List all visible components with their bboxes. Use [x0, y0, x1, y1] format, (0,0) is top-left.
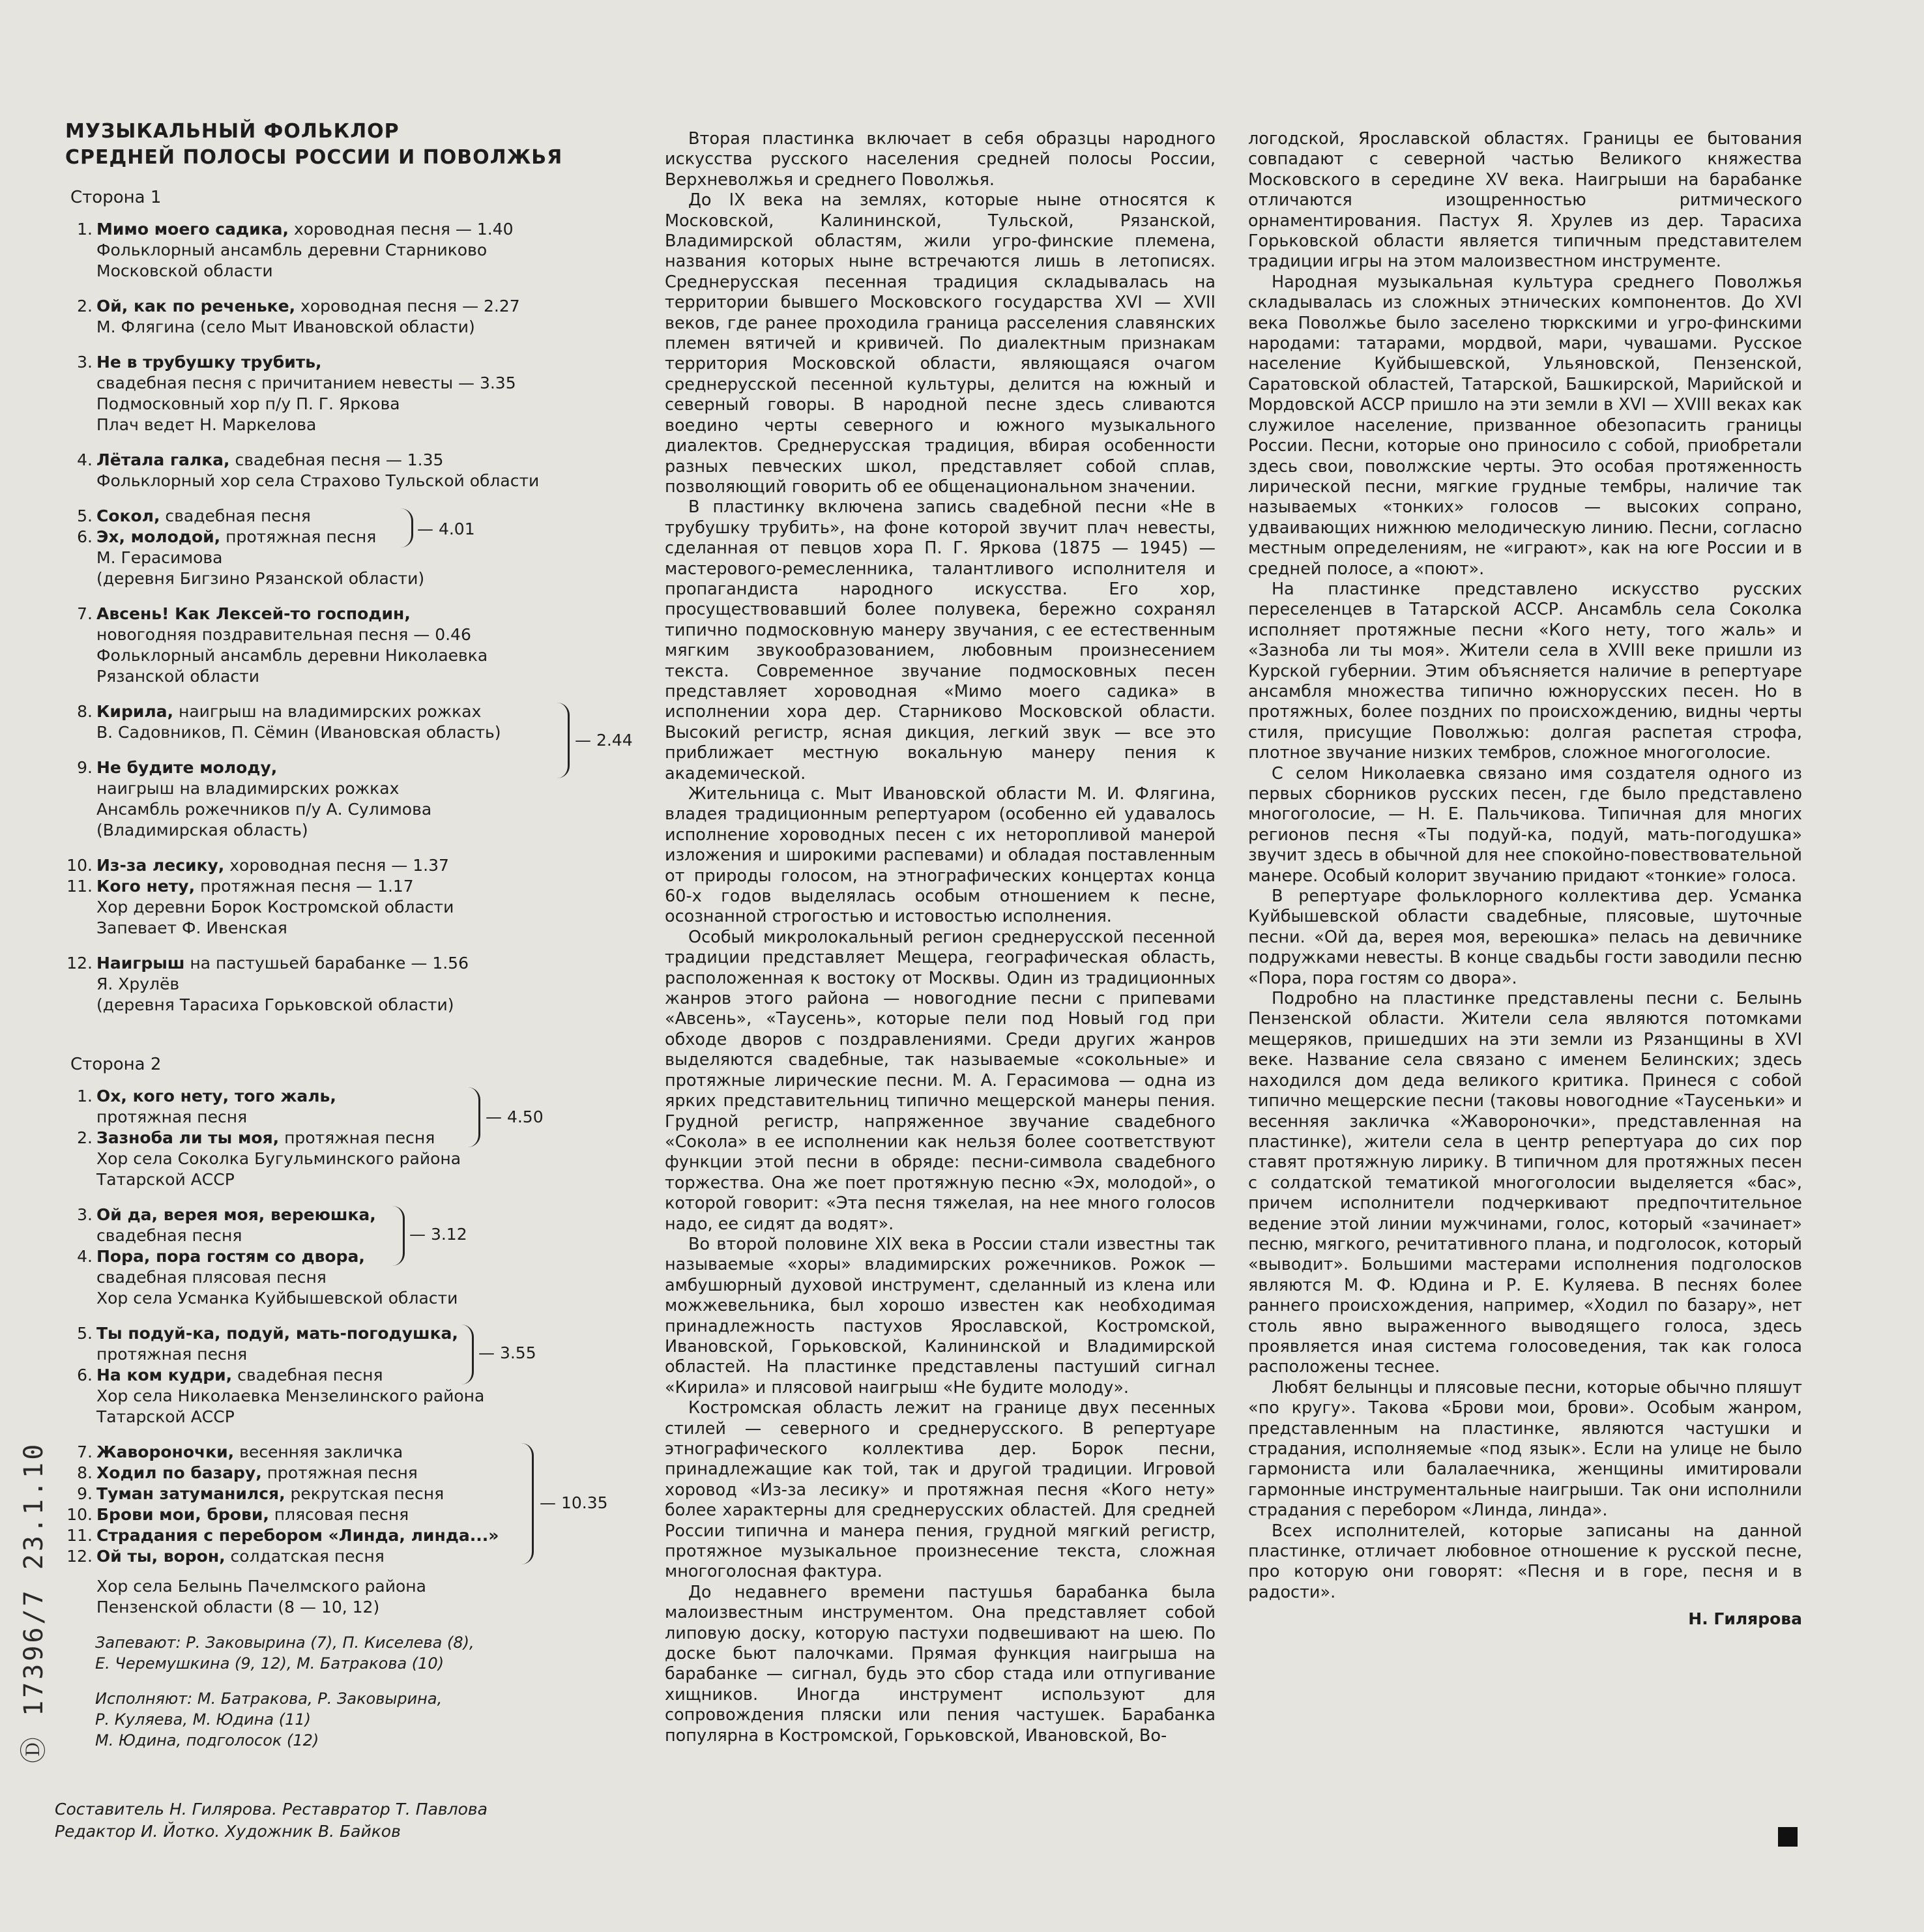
essay-paragraph: На пластинке представлено искусство русских переселенцев в Татарской АССР. Ансамбль села Соколка исполняет протяжные песни «Кого нету, того жаль» и «Зазноба ли ты моя». Жители села в XVIII веке пришли из Курской губернии. Этим объясняется наличие в репертуаре ансамбля множества типично южнорусских песен. Но в протяжных, более поздних по происхождению, видны черты стиля, присущие Поволжью: долгая распетая строфа, плотное звучание низких тембров, сложное многоголосие.	[1248, 579, 1802, 763]
track-duration: — 10.35	[540, 1493, 608, 1512]
track-title: Эх, молодой,	[96, 527, 221, 546]
track-12: 12. Наигрыш на пастушьей барабанке — 1.56 Я. Хрулёв (деревня Тарасиха Горьковской области)	[66, 954, 469, 1014]
credits-footer: Составитель Н. Гилярова. Реставратор Т. Павлова Редактор И. Йотко. Художник В. Байков	[55, 1800, 488, 1841]
track-title: Ох, кого нету, того жаль,	[96, 1087, 336, 1105]
side2-group-7-12: 7. Жавороночки, весенняя закличка 8. Ходил по базару, протяжная песня 9. Туман затуманился, рекрутская песня 10. Брови мои, брови, плясовая песня 11. Страдания с перебором «Линда, линда...» 12. Ой ты, ворон, солдатская песня Хор села Белынь Пачелмского района Пензенской области (8 — 10, 12) — 10.35	[65, 1442, 626, 1618]
side2-group-1-2: 1. Ох, кого нету, того жаль, протяжная песня 2. Зазноба ли ты моя, протяжная песня Хор села Соколка Бугульминского района Татарской АССР — 4.50	[77, 1087, 544, 1189]
track-item: 8. Ходил по базару, протяжная песня	[77, 1463, 418, 1482]
track-group-5-6: 5. Сокол, свадебная песня 6. Эх, молодой, протяжная песня М. Герасимова (деревня Бигзино Рязанской области) — 4.01	[77, 506, 475, 588]
album-title	[65, 119, 626, 171]
end-mark-square	[1778, 1827, 1798, 1847]
album-title-line1: МУЗЫКАЛЬНЫЙ ФОЛЬКЛОР	[65, 120, 400, 143]
brace	[461, 1325, 474, 1384]
track-7: 7. Авсень! Как Лексей-то господин, новогодняя поздравительная песня — 0.46 Фольклорный ансамбль деревни Николаевка Рязанской области	[77, 604, 488, 686]
brace	[392, 1206, 405, 1266]
track-title: Наигрыш	[96, 954, 185, 973]
side1-tracks	[65, 219, 626, 491]
track-item: 12. Ой ты, ворон, солдатская песня	[66, 1547, 385, 1566]
brace	[521, 1443, 534, 1564]
handwritten-catalog-note: Ⓓ 17396/7 23.1.10	[19, 1441, 49, 1763]
track-group-10-11: 10. Из-за лесику, хороводная песня — 1.37 11. Кого нету, протяжная песня — 1.17 Хор деревни Борок Костромской области Запевает Ф. Ивенская	[66, 856, 454, 937]
track-title: Ходил по базару,	[96, 1463, 262, 1482]
track-title: Жавороночки,	[96, 1442, 235, 1461]
essay-paragraph: Жительница с. Мыт Ивановской области М. И. Флягина, владея традиционным репертуаром (особенно ей удавалось исполнение хороводных песен с их неторопливой манерой изложения и широкими распевами) и обладая поставленным от природы голосом, на этнографических концертах конца 60-х годов выделялась особым отношением к песне, осознанной строгостью и истовостью исполнения.	[665, 784, 1216, 927]
essay-paragraph: Народная музыкальная культура среднего Поволжья складывалась из сложных этнических компонентов. До XVI века Поволжье было заселено тюркскими и угро-финскими народами: татарами, мордвой, мари, чувашами. Русское население Куйбышевской, Ульяновской, Пензенской, Саратовской областей, Татарской, Башкирской, Марийской и Мордовской АССР пришло на эти земли в XVI — XVIII веках как служилое население, призванное обезопасить границы России. Песни, которые оно приносило с собой, приобретали здесь свои, поволжские черты. Это особая протяженность лирической песни, мягкие грудные тембры, наличие так называемых «тонких» голосов — высоких сопрано, удваивающих нижнюю мелодическую линию. Песни, согласно местным определениям, не «играют», как на юге России и в средней полосе, а «поют».	[1248, 272, 1802, 579]
lead-singers: Запевают: Р. Заковырина (7), П. Киселева (8), Е. Черемушкина (9, 12), М. Батракова (10)	[95, 1633, 474, 1673]
track-title: Туман затуманился,	[96, 1484, 285, 1503]
essay-column-right	[1248, 129, 1802, 1628]
essay-paragraph: Особый микролокальный регион среднерусской песенной традиции представляет Мещера, географическая область, расположенная к востоку от Москвы. Один из традиционных жанров этого района — новогодние песни с припевами «Авсень», «Таусень», которые пели под Новый год при обходе дворов с поздравлениями. Среди других жанров выделяются свадебные, так называемые «сокольные» и протяжные лирические песни. М. А. Герасимова — одна из ярких представительниц типично мещерской манеры пения. Грудной регистр, напряженное звучание свадебного «Сокола» в ее исполнении как нельзя более соответствуют функции этой песни в обряде: песни-символа свадебного торжества. Она же поет протяжную песню «Эх, молодой», о которой говорит: «Эта песня тяжелая, на нее много голосов надо, ее сидят да водят».	[665, 927, 1216, 1234]
track-1: 1. Мимо моего садика, хороводная песня — 1.40 Фольклорный ансамбль деревни Старниково Московской области	[77, 220, 514, 280]
essay-paragraph: В пластинку включена запись свадебной песни «Не в трубушку трубить», на фоне которой звучит плач невесты, сделанная от певцов хора П. Г. Яркова (1875 — 1945) — мастерового-ремесленника, талантливого исполнителя и пропагандиста народного искусства. Его хор, просуществовавший более полувека, бережно сохранял типично подмосковную манеру звучания, с ее естественным мягким звукообразованием, любовным произнесением текста. Современное звучание подмосковных песен представляет хороводная «Мимо моего садика» в исполнении хора дер. Старниково Московской области. Высокий регистр, ясная дикция, легкий звук — все это приближает местную вокальную манеру пения к академической.	[665, 497, 1216, 783]
essay-paragraph: В репертуаре фольклорного коллектива дер. Усманка Куйбышевской области свадебные, плясовые, шуточные песни. «Ой да, верея моя, вереюшка» пелась на девичнике подружками невесты. В конце свадьбы гости заводили песню «Пора, пора гостям со двора».	[1248, 886, 1802, 988]
side2-label: Сторона 2	[70, 1055, 162, 1074]
track-title: Ой, как по реченьке,	[96, 297, 296, 315]
essay-paragraph: До недавнего времени пастушья барабанка была малоизвестным инструментом. Она представляет собой липовую доску, которую пастухи подвешивают на шею. По доске бьют палочками. Прямая функция наигрыша на барабанке — сигнал, будь это сбор стада или отпугивание хищников. Иногда инструмент используют для сопровождения пляски или пения частушек. Барабанка популярна в Костромской, Горьковской, Ивановской, Во-	[665, 1582, 1216, 1746]
track-duration: — 3.12	[409, 1225, 467, 1244]
track-title: Ой ты, ворон,	[96, 1547, 226, 1566]
track-title: Авсень! Как Лексей-то господин,	[96, 604, 411, 623]
track-item: 10. Брови мои, брови, плясовая песня	[66, 1505, 409, 1524]
track-title: Ты подуй-ка, подуй, мать-погодушка,	[96, 1324, 458, 1343]
brace	[468, 1087, 480, 1147]
author-signature: Н. Гилярова	[1688, 1609, 1802, 1629]
track-item: 9. Туман затуманился, рекрутская песня	[77, 1484, 445, 1503]
brace	[557, 703, 570, 778]
track-duration: — 4.50	[486, 1107, 544, 1126]
essay-paragraph: Костромская область лежит на границе двух песенных стилей — северного и среднерусского. В репертуаре этнографического коллектива дер. Борок песни, принадлежащие как той, так и другой традиции. Игровой хоровод «Из-за лесику» и протяжная песня «Кого нету» более характерны для среднерусских областей. Для средней России типична и манера пения, грудной мягкий регистр, протяжное музыкальное произнесение текста, сложная многоголосная фактура.	[665, 1398, 1216, 1582]
track-title: На ком кудри,	[96, 1366, 233, 1384]
track-item: 7. Жавороночки, весенняя закличка	[77, 1442, 403, 1461]
track-title: Кого нету,	[96, 877, 196, 896]
track-title: Зазноба ли ты моя,	[96, 1128, 280, 1147]
essay-paragraph: Вторая пластинка включает в себя образцы народного искусства русского населения средней полосы России, Верхневолжья и среднего Поволжья.	[665, 129, 1216, 190]
track-4: 4. Лётала галка, свадебная песня — 1.35 Фольклорный хор села Страхово Тульской области	[77, 450, 540, 490]
side2-group-5-6: 5. Ты подуй-ка, подуй, мать-погодушка, протяжная песня 6. На ком кудри, свадебная песня Хор села Николаевка Мензелинского района Татарской АССР — 3.55	[77, 1324, 536, 1426]
track-title: Лётала галка,	[96, 450, 230, 469]
track-title: Ой да, верея моя, вереюшка,	[96, 1205, 376, 1224]
track-title: Не в трубушку трубить,	[96, 353, 322, 372]
track-title: Брови мои, брови,	[96, 1505, 269, 1524]
essay-paragraph: Подробно на пластинке представлены песни с. Белынь Пензенской области. Жители села являются потомками мещеряков, пришедших на эти земли из Рязанщины в XVI веке. Название села связано с именем Белинских; здесь находился дом деда великого критика. Принеся с собой типично мещерские песни (таковы новогодние «Таусеньки» и весенняя закличка «Жавороночки», представленная на пластинке), жители села в центр репертуара до сих пор ставят протяжную лирику. В типичном для протяжных песен с солдатской тематикой многоголосии выделяется «бас», причем исполнители подчеркивают предпочтительное ведение этой линии мужчинами, голос, который «зачинает» песню, мягкого, речитативного плана, и подголосок, который «выводит». Большими мастерами исполнения подголосков являются М. Ф. Юдина и Р. Е. Куляева. В песнях более раннего происхождения, например, «Ходил по базару», нет столь явно выраженного выводящего голоса, здесь проявляется иная система голосоведения, так как голоса расположены теснее.	[1248, 989, 1802, 1377]
track-title: Из-за лесику,	[96, 856, 225, 875]
track-item: 11. Страдания с перебором «Линда, линда...»	[66, 1526, 499, 1545]
track-2: 2. Ой, как по реченьке, хороводная песня — 2.27 М. Флягина (село Мыт Ивановской области)	[77, 297, 520, 336]
essay-paragraph: Всех исполнителей, которые записаны на данной пластинке, отличает любовное отношение к русской песне, про которую они говорят: «Песня и в горе, песня и в радости».	[1248, 1521, 1802, 1602]
track-title: Пора, пора гостям со двора,	[96, 1247, 365, 1266]
track-3: 3. Не в трубушку трубить, свадебная песня с причитанием невесты — 3.35 Подмосковный хор п/у П. Г. Яркова Плач ведет Н. Маркелова	[77, 353, 516, 434]
essay-paragraph: Во второй половине XIX века в России стали известны так называемые «хоры» владимирских рожечников. Рожок — амбушюрный духовой инструмент, сделанный из клена или можжевельника, был хорошо известен как необходимая принадлежность пастухов Ярославской, Костромской, Ивановской, Горьковской, Калининской и Владимирской областей. На пластинке представлены пастуший сигнал «Кирила» и плясовой наигрыш «Не будите молоду».	[665, 1234, 1216, 1398]
performers: Исполняют: М. Батракова, Р. Заковырина, Р. Куляева, М. Юдина (11) М. Юдина, подголосок (12)	[95, 1690, 443, 1749]
side1-label: Сторона 1	[70, 188, 162, 207]
album-title-line2: СРЕДНЕЙ ПОЛОСЫ РОССИИ И ПОВОЛЖЬЯ	[65, 146, 563, 169]
essay-paragraph: До IX века на землях, которые ныне относятся к Московской, Калининской, Тульской, Рязанской, Владимирской областям, жили угро-финские племена, названия которых ныне встречаются лишь в летописях. Среднерусская песенная традиция складывалась на территории бывшего Московского государства XVI — XVII веков, где ранее проходила граница расселения славянских племен вятичей и кривичей. По диалектным признакам территория Московской области, являющаяся очагом среднерусской песенной культуры, делится на южный и северный говоры. В народной песне здесь сливаются воедино черты северного и южного музыкального диалектов. Среднерусская традиция, вбирая особенности разных певческих школ, представляет собой сплав, позволяющий говорить об ее общенациональном значении.	[665, 190, 1216, 497]
essay-paragraph: С селом Николаевка связано имя создателя одного из первых сборников русских песен, где было представлено многоголосие, — Н. Е. Пальчикова. Типичная для многих регионов песня «Ты подуй-ка, подуй, мать-погодушка» звучит здесь в обычной для нее спокойно-повествовательной манере. Особый колорит звучанию придают «тонкие» голоса.	[1248, 763, 1802, 886]
essay-column-middle	[665, 129, 1216, 1746]
track-title: Страдания с перебором «Линда, линда...»	[96, 1526, 499, 1545]
track-duration: — 2.44	[575, 731, 633, 750]
brace	[401, 508, 413, 548]
track-title: Не будите молоду,	[96, 758, 278, 777]
essay-paragraph: логодской, Ярославской областях. Границы ее бытования совпадают с северной частью Великого княжества Московского в середине XV века. Наигрыши на барабанке отличаются изощренностью ритмического орнаментирования. Пастух Я. Хрулев из дер. Тарасиха Горьковской области является типичным представителем традиции игры на этом малоизвестном инструменте.	[1248, 129, 1802, 272]
track-title: Кирила,	[96, 702, 174, 721]
side2-group-3-4: 3. Ой да, верея моя, вереюшка, свадебная песня 4. Пора, пора гостям со двора, свадебная плясовая песня Хор села Усманка Куйбышевской области — 3.12	[77, 1205, 467, 1308]
track-duration: — 3.55	[478, 1343, 536, 1362]
track-group-8-9: 8. Кирила, наигрыш на владимирских рожках В. Садовников, П. Сёмин (Ивановская область) 9. Не будите молоду, наигрыш на владимирских рожках Ансамбль рожечников п/у А. Сулимова (Владимирская область) — 2.44	[77, 702, 633, 840]
tracklist-column	[65, 119, 633, 1765]
track-duration: — 4.01	[417, 520, 475, 538]
track-title: Мимо моего садика,	[96, 220, 289, 239]
essay-paragraph: Любят белынцы и плясовые песни, которые обычно пляшут «по кругу». Такова «Брови мои, брови». Особым жанром, представленным на пластинке, являются частушки и страдания, исполняемые «под язык». Если на улице не было гармониста или балалаечника, женщины имитировали гармонные инструментальные наигрыши. Так они исполнили страдания с перебором «Линда, линда».	[1248, 1377, 1802, 1521]
track-title: Сокол,	[96, 506, 160, 525]
